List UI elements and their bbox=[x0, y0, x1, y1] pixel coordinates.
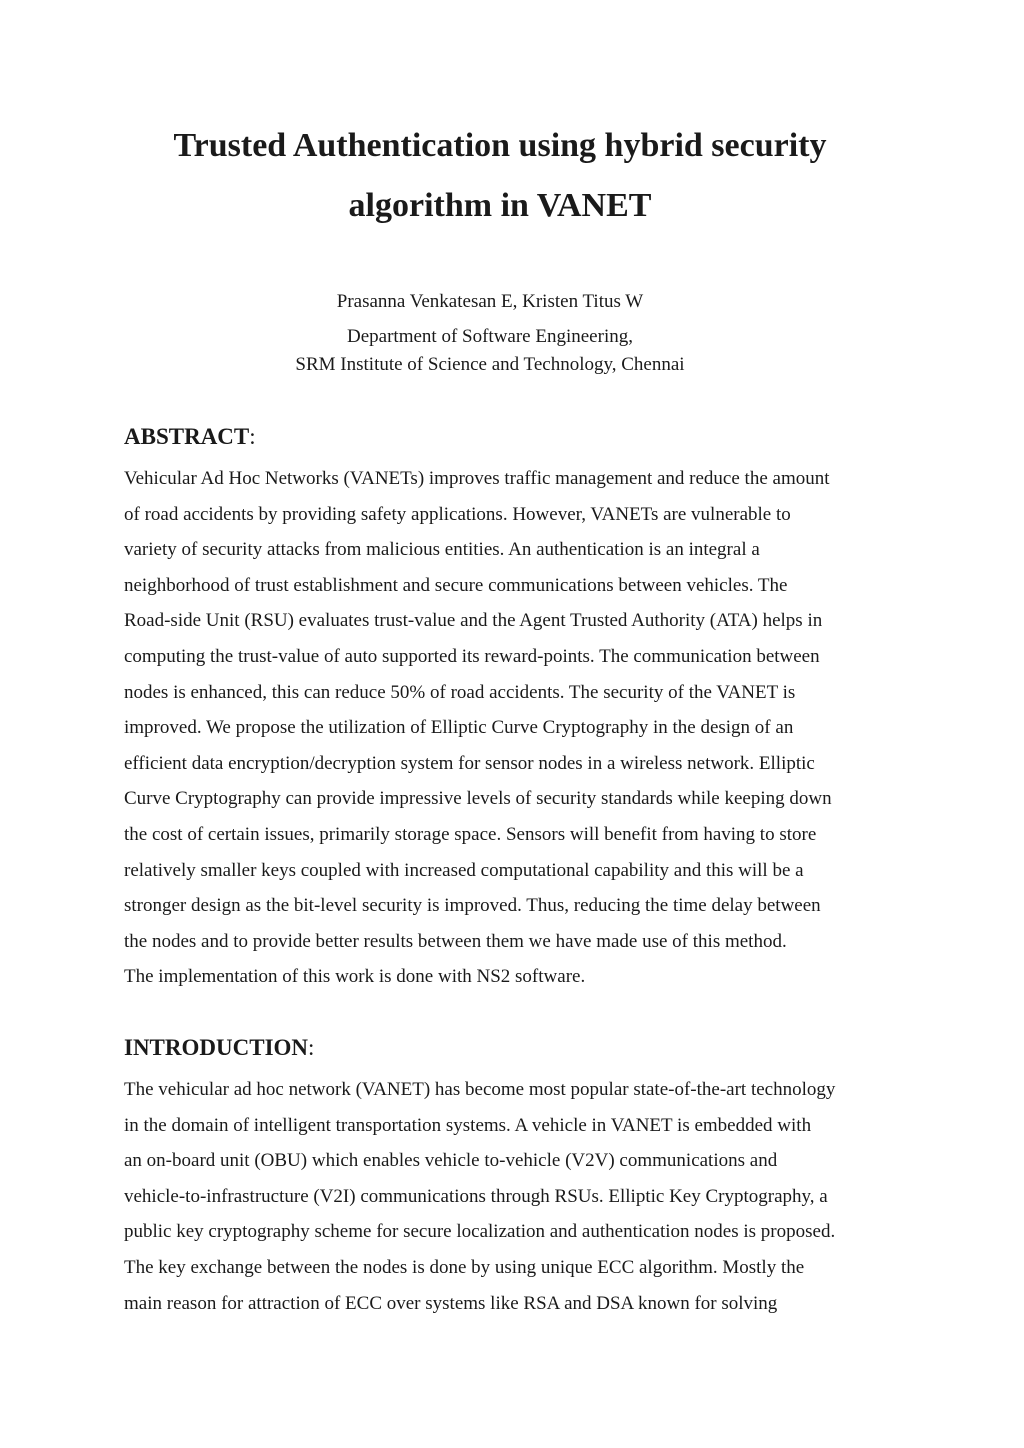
abstract-body bbox=[124, 461, 914, 995]
introduction-line: vehicle-to-infrastructure (V2I) communications through RSUs. Elliptic Key Cryptography, a bbox=[124, 1185, 828, 1207]
abstract-line: The implementation of this work is done with NS2 software. bbox=[124, 966, 586, 988]
abstract-line: the nodes and to provide better results between them we have made use of this method. bbox=[124, 930, 787, 952]
introduction-line: The vehicular ad hoc network (VANET) has become most popular state-of-the-art technology bbox=[124, 1079, 836, 1100]
abstract-line: variety of security attacks from malicious entities. An authentication is an integral a bbox=[124, 539, 760, 561]
abstract-line: the cost of certain issues, primarily storage space. Sensors will benefit from having to store bbox=[124, 823, 817, 845]
title-line: Trusted Authentication using hybrid security bbox=[173, 127, 827, 164]
title-line: algorithm in VANET bbox=[348, 187, 652, 224]
abstract-line: of road accidents by providing safety applications. However, VANETs are vulnerable to bbox=[124, 503, 791, 525]
abstract-line: neighborhood of trust establishment and secure communications between vehicles. The bbox=[124, 574, 788, 596]
abstract-line: efficient data encryption/decryption system for sensor nodes in a wireless network. Elliptic bbox=[124, 752, 815, 774]
abstract-heading-text: ABSTRACT bbox=[124, 424, 250, 449]
abstract-heading-colon: : bbox=[249, 424, 256, 449]
affiliation-institute: SRM Institute of Science and Technology, Chennai bbox=[295, 354, 685, 375]
abstract-line: Vehicular Ad Hoc Networks (VANETs) improves traffic management and reduce the amount bbox=[124, 468, 830, 489]
abstract-line: stronger design as the bit-level security is improved. Thus, reducing the time delay between bbox=[124, 895, 821, 917]
abstract-line: Curve Cryptography can provide impressive levels of security standards while keeping down bbox=[124, 788, 832, 810]
abstract-line: nodes is enhanced, this can reduce 50% of road accidents. The security of the VANET is bbox=[124, 681, 796, 703]
introduction-body bbox=[124, 1072, 914, 1321]
abstract-line: relatively smaller keys coupled with increased computational capability and this will be a bbox=[124, 859, 804, 881]
author-list: Prasanna Venkatesan E, Kristen Titus W bbox=[336, 291, 644, 312]
introduction-heading-colon: : bbox=[308, 1035, 315, 1060]
introduction-line: in the domain of intelligent transportation systems. A vehicle in VANET is embedded with bbox=[124, 1114, 812, 1136]
introduction-line: an on-board unit (OBU) which enables vehicle to-vehicle (V2V) communications and bbox=[124, 1150, 778, 1172]
introduction-line: public key cryptography scheme for secure localization and authentication nodes is proposed. bbox=[124, 1221, 836, 1243]
introduction-heading-text: INTRODUCTION bbox=[124, 1035, 309, 1060]
paper-title bbox=[0, 116, 1000, 236]
affiliation-department: Department of Software Engineering, bbox=[347, 326, 633, 347]
introduction-heading bbox=[124, 1035, 314, 1061]
introduction-line: The key exchange between the nodes is done by using unique ECC algorithm. Mostly the bbox=[124, 1256, 805, 1278]
abstract-line: Road-side Unit (RSU) evaluates trust-value and the Agent Trusted Authority (ATA) helps in bbox=[124, 610, 823, 632]
abstract-line: improved. We propose the utilization of Elliptic Curve Cryptography in the design of an bbox=[124, 717, 794, 739]
abstract-heading bbox=[124, 424, 256, 450]
introduction-line: main reason for attraction of ECC over systems like RSA and DSA known for solving bbox=[124, 1292, 778, 1314]
abstract-line: computing the trust-value of auto supported its reward-points. The communication between bbox=[124, 645, 820, 667]
